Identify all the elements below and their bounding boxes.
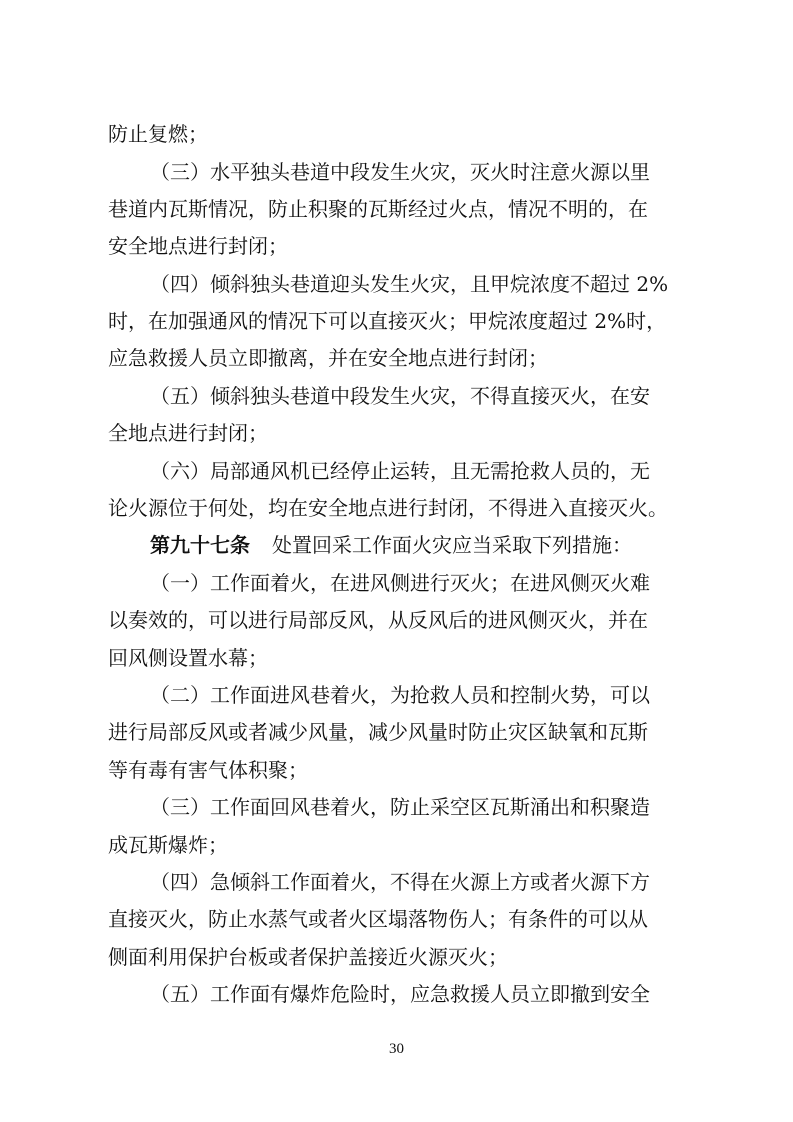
- page-number: 30: [389, 1041, 404, 1057]
- text-line: 等有毒有害气体积聚；: [108, 758, 308, 782]
- text-line: 安全地点进行封闭；: [108, 234, 288, 258]
- text-line: （五）倾斜独头巷道中段发生火灾，不得直接灭火，在安: [150, 384, 650, 408]
- article-heading-line: [150, 533, 632, 557]
- text-line: （五）工作面有爆炸危险时，应急救援人员立即撤到安全: [150, 982, 650, 1006]
- text-line: 以奏效的，可以进行局部反风，从反风后的进风侧灭火，并在: [108, 608, 648, 632]
- text-line: 直接灭火，防止水蒸气或者火区塌落物伤人；有条件的可以从: [108, 907, 648, 931]
- article-number: 第九十七条: [150, 533, 250, 557]
- text-line: 巷道内瓦斯情况，防止积聚的瓦斯经过火点，情况不明的，在: [108, 197, 648, 221]
- text-line: 成瓦斯爆炸；: [108, 833, 228, 857]
- article-text: 处置回采工作面火灾应当采取下列措施：: [272, 533, 632, 557]
- text-line: （六）局部通风机已经停止运转，且无需抢救人员的，无: [150, 459, 650, 483]
- text-line: （三）工作面回风巷着火，防止采空区瓦斯涌出和积聚造: [150, 795, 650, 819]
- text-line: 论火源位于何处，均在安全地点进行封闭，不得进入直接灭火。: [108, 496, 668, 520]
- text-line: 应急救援人员立即撤离，并在安全地点进行封闭；: [108, 346, 548, 370]
- text-line: （四）倾斜独头巷道迎头发生火灾，且甲烷浓度不超过 2%: [150, 272, 669, 296]
- text-line: 时，在加强通风的情况下可以直接灭火；甲烷浓度超过 2%时，: [108, 309, 667, 333]
- text-line: 侧面利用保护台板或者保护盖接近火源灭火；: [108, 945, 508, 969]
- text-line: 进行局部反风或者减少风量，减少风量时防止灾区缺氧和瓦斯: [108, 720, 648, 744]
- text-line: （二）工作面进风巷着火，为抢救人员和控制火势，可以: [150, 683, 650, 707]
- text-line: 回风侧设置水幕；: [108, 646, 268, 670]
- text-line: 防止复燃；: [108, 122, 208, 146]
- text-line: （三）水平独头巷道中段发生火灾，灭火时注意火源以里: [150, 160, 650, 184]
- text-line: （一）工作面着火，在进风侧进行灭火；在进风侧灭火难: [150, 571, 650, 595]
- text-line: （四）急倾斜工作面着火，不得在火源上方或者火源下方: [150, 870, 650, 894]
- text-line: 全地点进行封闭；: [108, 421, 268, 445]
